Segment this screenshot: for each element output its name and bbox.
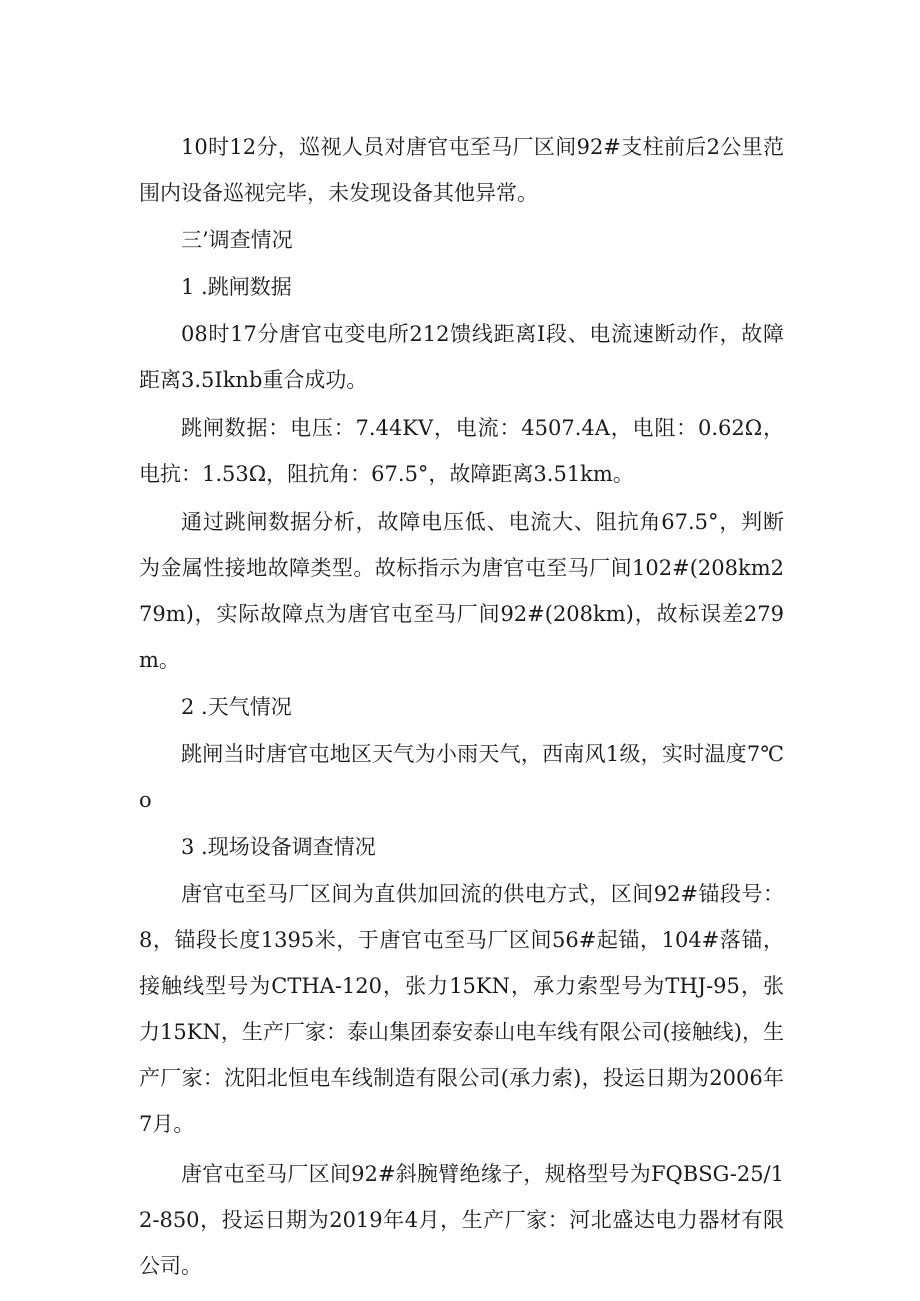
paragraph-weather: 跳闸当时唐官屯地区天气为小雨天气，西南风1级，实时温度7℃o [139,742,784,812]
paragraph-equipment-details: 唐官屯至马厂区间为直供加回流的供电方式，区间92#锚段号：8，锚段长度1395米，于唐官屯至马厂区间56#起锚，104#落锚，接触线型号为CTHA-120，张力15KN，承力索型号为THJ-95，张力15KN，生产厂家：泰山集团泰安泰山电车线有限公司(接触线)，生产厂家：沈阳北恒电车线制造有限公司(承力索)，投运日期为2006年7月。 [139,882,784,1136]
paragraph-fault-analysis: 通过跳闸数据分析，故障电压低、电流大、阻抗角67.5°，判断为金属性接地故障类型。故标指示为唐官屯至马厂间102#(208km279m)，实际故障点为唐官屯至马厂间92#(208km)，故标误差279m。 [139,510,784,672]
subheading-trip-data: 1 .跳闸数据 [181,275,292,299]
paragraph-insulator-details: 唐官屯至马厂区间92#斜腕臂绝缘子，规格型号为FQBSG-25/12-850，投运日期为2019年4月，生产厂家：河北盛达电力器材有限公司。 [139,1162,784,1278]
subheading-weather: 2 .天气情况 [181,695,292,719]
section-heading-investigation: 三’调查情况 [181,228,293,252]
paragraph-trip-measurements: 跳闸数据：电压：7.44KV，电流：4507.4A，电阻：0.62Ω，电抗：1.53Ω，阻抗角：67.5°，故障距离3.51km。 [139,416,784,486]
paragraph-trip-event: 08时17分唐官屯变电所212馈线距离I段、电流速断动作，故障距离3.5Iknb重合成功。 [139,322,784,392]
document-body [139,124,784,1289]
subheading-site-equipment: 3 .现场设备调查情况 [181,835,376,859]
paragraph-inspection-complete: 10时12分，巡视人员对唐官屯至马厂区间92#支柱前后2公里范围内设备巡视完毕，未发现设备其他异常。 [139,135,784,205]
